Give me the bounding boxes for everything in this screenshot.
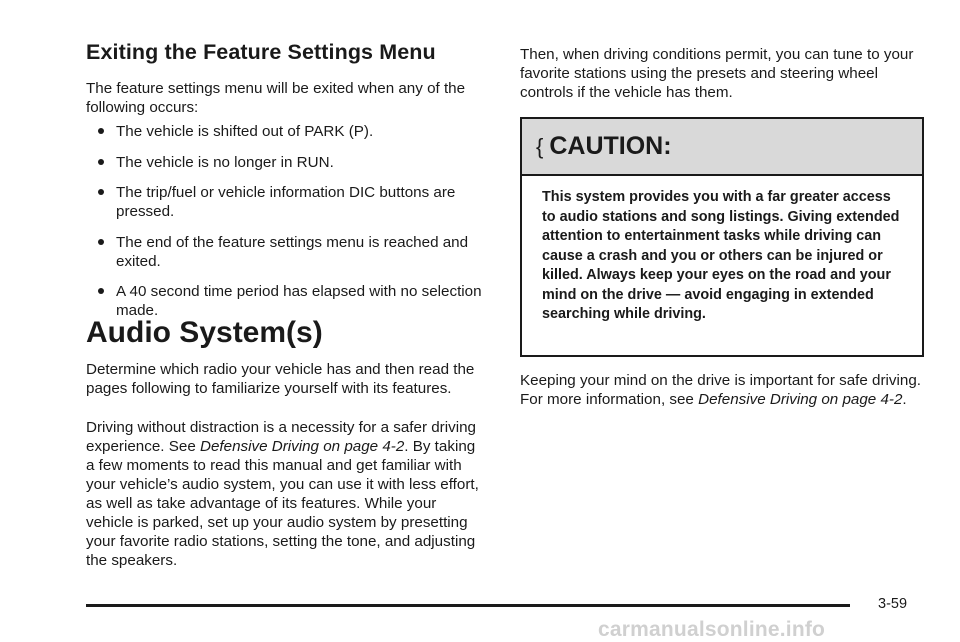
watermark: carmanualsonline.info	[598, 618, 826, 641]
safe-driving-paragraph: Keeping your mind on the drive is important for safe driving. For more information, see Defensive Driving on page 4-2.	[520, 372, 921, 408]
bullet-icon	[98, 159, 104, 165]
list-item: The end of the feature settings menu is reached and exited.	[86, 233, 486, 271]
section-subheading: Exiting the Feature Settings Menu	[86, 40, 436, 64]
list-item: The trip/fuel or vehicle information DIC buttons are pressed.	[86, 183, 486, 221]
bullet-icon	[98, 189, 104, 195]
intro-paragraph: The feature settings menu will be exited when any of the following occurs:	[86, 80, 466, 116]
bullet-icon	[98, 239, 104, 245]
bullet-icon	[98, 128, 104, 134]
list-item: The vehicle is shifted out of PARK (P).	[86, 122, 486, 141]
caution-icon: {	[536, 133, 544, 159]
caution-text: This system provides you with a far greater access to audio stations and song listings. Giving extended attention to entertainment tasks while driving can cause a crash and you or others can be injured or killed. Always keep your eyes on the road and your mind on the drive — avoid engaging in extended searching while driving.	[542, 189, 900, 322]
footer-rule	[86, 604, 850, 607]
caution-title: CAUTION:	[549, 132, 672, 160]
list-item: A 40 second time period has elapsed with no selection made.	[86, 282, 486, 320]
list-item: The vehicle is no longer in RUN.	[86, 153, 486, 172]
defensive-driving-reference[interactable]: Defensive Driving on page 4-2	[199, 438, 405, 455]
caution-box	[520, 117, 924, 357]
presets-paragraph: Then, when driving conditions permit, you can tune to your favorite stations using the presets and steering wheel controls if the vehicle has them.	[520, 46, 914, 101]
exit-conditions-list	[86, 122, 486, 332]
caution-header	[522, 119, 922, 176]
audio-paragraph-2: Driving without distraction is a necessity for a safer driving experience. See Defensive Driving on page 4-2. By taking a few moments to read this manual and get familiar with your vehicle’s audio system, you can use it with less effort, as well as take advantage of its features. While your vehicle is parked, set up your audio system by presetting your favorite radio stations, setting the tone, and adjusting the speakers.	[86, 419, 479, 569]
audio-paragraph-1: Determine which radio your vehicle has and then read the pages following to familiarize yourself with its features.	[86, 361, 475, 397]
page-number: 3-59	[878, 596, 908, 612]
defensive-driving-reference[interactable]: Defensive Driving on page 4-2	[698, 391, 903, 408]
section-heading: Audio System(s)	[86, 316, 323, 349]
bullet-icon	[98, 288, 104, 294]
